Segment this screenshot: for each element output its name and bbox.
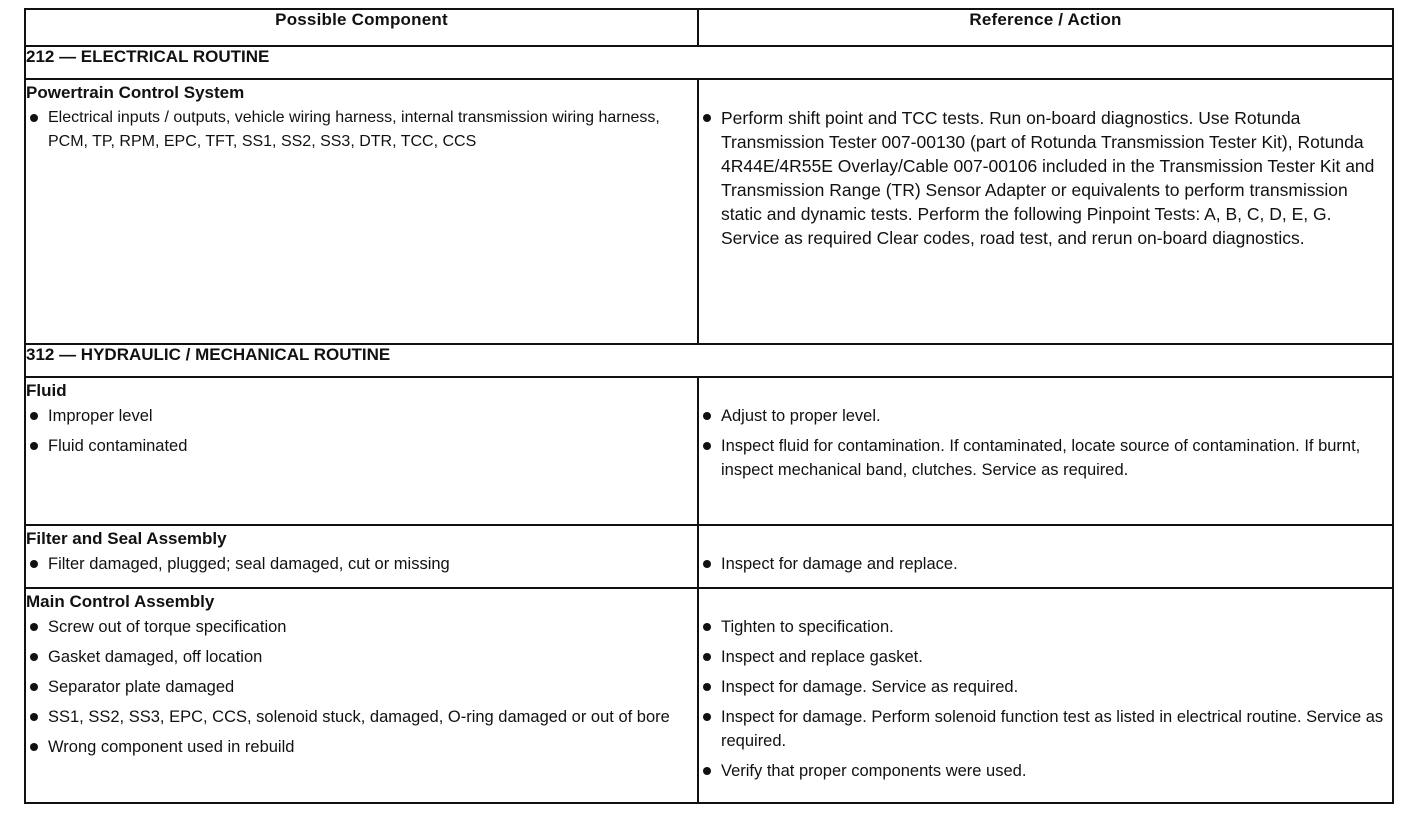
component-item: Separator plate damaged [26,675,697,699]
component-list [26,404,697,458]
component-list [26,552,697,576]
action-cell [698,525,1393,588]
component-title: Powertrain Control System [26,83,245,102]
component-list [26,106,697,154]
component-item: Filter damaged, plugged; seal damaged, cut or missing [26,552,697,576]
action-item: Inspect and replace gasket. [699,645,1392,669]
component-item: SS1, SS2, SS3, EPC, CCS, solenoid stuck, damaged, O-ring damaged or out of bore [26,705,697,729]
component-item: Fluid contaminated [26,434,697,458]
component-cell [25,525,698,588]
action-cell [698,79,1393,344]
column-header-component: Possible Component [25,9,698,46]
component-title: Fluid [26,381,67,400]
component-cell [25,588,698,803]
diagnostic-table [24,8,1394,804]
component-item: Screw out of torque specification [26,615,697,639]
component-item: Electrical inputs / outputs, vehicle wiring harness, internal transmission wiring harness, PCM, TP, RPM, EPC, TFT, SS1, SS2, SS3, DTR, TCC, CCS [26,106,697,154]
component-cell [25,79,698,344]
table-row [25,79,1393,344]
action-list [699,552,1392,576]
action-cell [698,377,1393,525]
component-title: Filter and Seal Assembly [26,529,227,548]
section-title-electrical: 212 — ELECTRICAL ROUTINE [25,46,1393,79]
action-item: Inspect fluid for contamination. If contaminated, locate source of contamination. If burnt, inspect mechanical band, clutches. Service as required. [699,434,1392,482]
component-item: Gasket damaged, off location [26,645,697,669]
action-list [699,404,1392,482]
component-cell [25,377,698,525]
action-item: Verify that proper components were used. [699,759,1392,783]
action-item: Adjust to proper level. [699,404,1392,428]
component-item: Wrong component used in rebuild [26,735,697,759]
header-row [25,9,1393,46]
action-item: Inspect for damage. Service as required. [699,675,1392,699]
table-row [25,377,1393,525]
table-row [25,525,1393,588]
action-item: Inspect for damage and replace. [699,552,1392,576]
section-title-hydraulic: 312 — HYDRAULIC / MECHANICAL ROUTINE [25,344,1393,377]
action-item: Tighten to specification. [699,615,1392,639]
action-list [699,615,1392,783]
action-list [699,106,1392,250]
action-item: Perform shift point and TCC tests. Run on-board diagnostics. Use Rotunda Transmission Tester 007-00130 (part of Rotunda Transmission Tester Kit), Rotunda 4R44E/4R55E Overlay/Cable 007-00106 included in the Transmission Tester Kit and Transmission Range (TR) Sensor Adapter or equivalents to perform transmission static and dynamic tests. Perform the following Pinpoint Tests: A, B, C, D, E, G. Service as required Clear codes, road test, and rerun on-board diagnostics. [699,106,1392,250]
component-item: Improper level [26,404,697,428]
component-list [26,615,697,759]
section-row [25,46,1393,79]
table-row [25,588,1393,803]
action-cell [698,588,1393,803]
section-row [25,344,1393,377]
action-item: Inspect for damage. Perform solenoid function test as listed in electrical routine. Service as required. [699,705,1392,753]
column-header-action: Reference / Action [698,9,1393,46]
component-title: Main Control Assembly [26,592,215,611]
